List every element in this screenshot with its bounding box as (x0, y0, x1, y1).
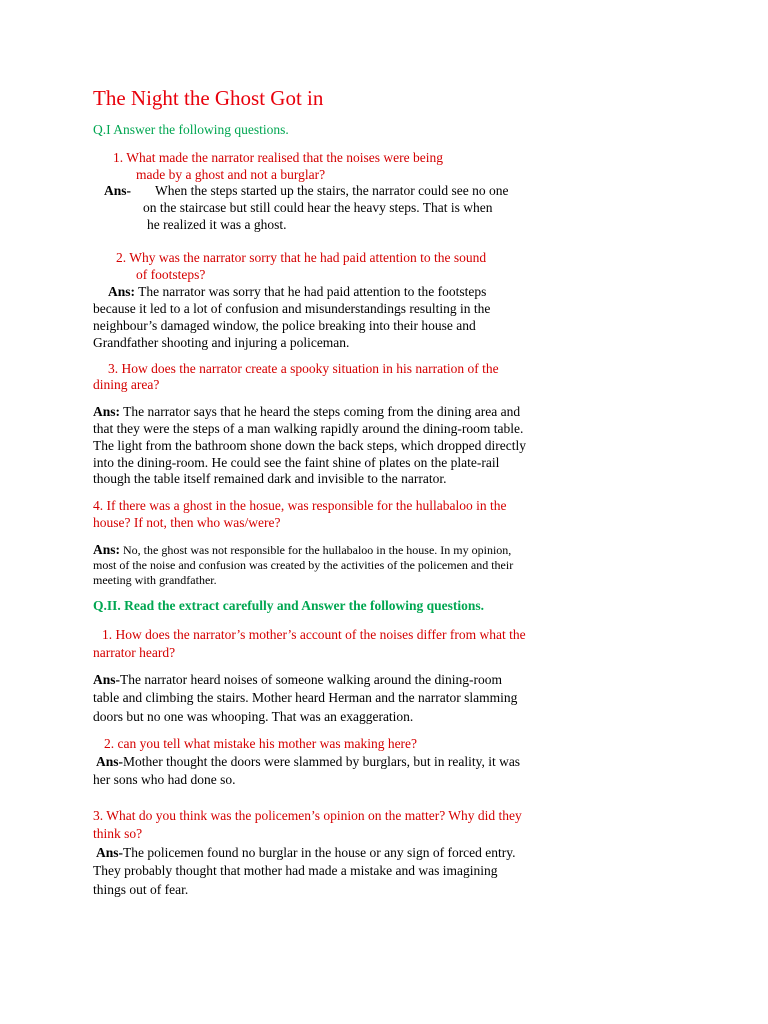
answer-3-line1: Ans: The narrator says that he heard the steps coming from the dining area and (93, 404, 521, 419)
answer-3-line4: into the dining-room. He could see the faint shine of plates on the plate-rail (93, 455, 500, 470)
s2-answer-3-line2: They probably thought that mother had made a mistake and was imagining (93, 863, 498, 878)
question-4-line1: 4. If there was a ghost in the hosue, was responsible for the hullabaloo in the (93, 498, 507, 513)
answer-3-line5: though the table itself remained dark and invisible to the narrator. (93, 471, 447, 486)
answer-4-line2: most of the noise and confusion was created by the activities of the policemen and their (93, 558, 514, 572)
page-title: The Night the Ghost Got in (93, 86, 324, 110)
answer-2-line3: neighbour’s damaged window, the police breaking into their house and (93, 318, 476, 333)
s2-answer-3-line3: things out of fear. (93, 882, 189, 897)
s2-question-3-line1: 3. What do you think was the policemen’s opinion on the matter? Why did they (93, 808, 522, 823)
s2-question-3-line2: think so? (93, 826, 143, 841)
s2-answer-2-line1: Ans-Mother thought the doors were slammed by burglars, but in reality, it was (96, 754, 521, 769)
question-2-line2: of footsteps? (136, 267, 206, 282)
s2-answer-2-line2: her sons who had done so. (93, 772, 236, 787)
question-3-line1: 3. How does the narrator create a spooky situation in his narration of the (108, 361, 499, 376)
answer-1-label: Ans- (104, 183, 132, 198)
s2-answer-1-line3: doors but no one was whooping. That was an exaggeration. (93, 709, 414, 724)
answer-2-line1: Ans: The narrator was sorry that he had paid attention to the footsteps (108, 284, 487, 299)
section2-heading: Q.II. Read the extract carefully and Answer the following questions. (93, 598, 484, 613)
answer-4-line1: Ans: No, the ghost was not responsible for the hullabaloo in the house. In my opinion, (93, 542, 512, 557)
question-1-line1: 1. What made the narrator realised that the noises were being (113, 150, 443, 165)
question-1-line2: made by a ghost and not a burglar? (136, 167, 326, 182)
answer-3-line3: The light from the bathroom shone down the back steps, which dropped directly (93, 438, 527, 453)
s2-question-1-line2: narrator heard? (93, 645, 176, 660)
s2-question-1-line1: 1. How does the narrator’s mother’s account of the noises differ from what the (102, 627, 526, 642)
answer-1-line1: When the steps started up the stairs, the narrator could see no one (155, 183, 509, 198)
s2-answer-1-line1: Ans-The narrator heard noises of someone walking around the dining-room (93, 672, 503, 687)
s2-answer-3-line1: Ans-The policemen found no burglar in the house or any sign of forced entry. (96, 845, 516, 860)
question-3-line2: dining area? (93, 377, 160, 392)
s2-question-2-line1: 2. can you tell what mistake his mother was making here? (104, 736, 418, 751)
answer-1-line3: he realized it was a ghost. (147, 217, 287, 232)
s2-answer-1-line2: table and climbing the stairs. Mother heard Herman and the narrator slamming (93, 690, 518, 705)
answer-1-line2: on the staircase but still could hear the heavy steps. That is when (143, 200, 493, 215)
answer-2-line4: Grandfather shooting and injuring a policeman. (93, 335, 350, 350)
section1-heading: Q.I Answer the following questions. (93, 122, 289, 137)
answer-3-line2: that they were the steps of a man walking rapidly around the dining-room table. (93, 421, 524, 436)
question-2-line1: 2. Why was the narrator sorry that he had paid attention to the sound (116, 250, 487, 265)
question-4-line2: house? If not, then who was/were? (93, 515, 281, 530)
answer-4-line3: meeting with grandfather. (93, 573, 217, 587)
answer-2-line2: because it led to a lot of confusion and misunderstandings resulting in the (93, 301, 491, 316)
